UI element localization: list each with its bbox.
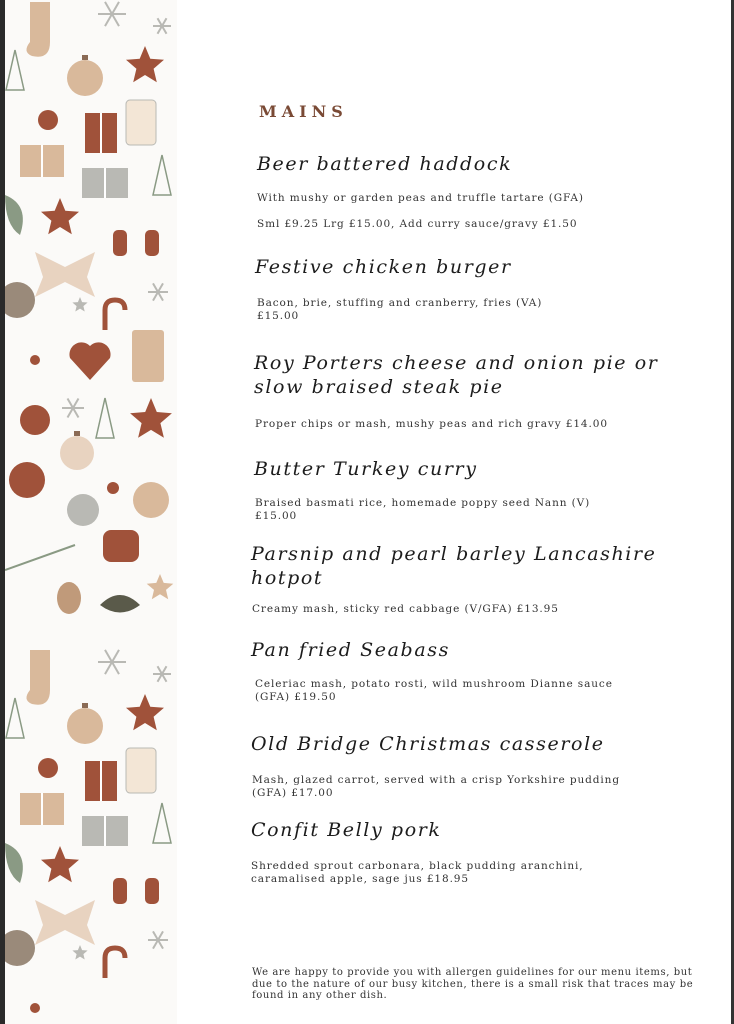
bauble-icon: [60, 436, 94, 470]
dish-name: Beer battered haddock: [257, 153, 513, 175]
dish-price: Sml £9.25 Lrg £15.00, Add curry sauce/gravy £1.50: [257, 218, 578, 230]
candle-glass-icon: [126, 100, 156, 145]
candle-glass-icon: [126, 748, 156, 793]
candy-cane-icon: [105, 300, 125, 330]
bow-icon: [35, 252, 95, 297]
orange-icon: [38, 110, 58, 130]
dish-description: Shredded sprout carbonara, black pudding aranchini,: [251, 860, 584, 872]
section-title: MAINS: [259, 102, 348, 121]
dish-name: Parsnip and pearl barley Lancashire: [251, 543, 657, 565]
star-icon: [147, 574, 174, 599]
heart-cookie-icon: [69, 342, 110, 380]
dish-description: Creamy mash, sticky red cabbage (V/GFA) £13.95: [252, 603, 559, 615]
tree-icon: [6, 698, 24, 738]
dish-price: caramalised apple, sage jus £18.95: [251, 873, 469, 885]
allergen-notice-line: found in any other dish.: [252, 990, 388, 1001]
dish-price: (GFA) £17.00: [252, 787, 334, 799]
bauble-icon: [67, 60, 103, 96]
dish-description: Mash, glazed carrot, served with a crisp Yorkshire pudding: [252, 774, 620, 786]
stocking-icon: [26, 2, 50, 57]
dish-name-line2: hotpot: [251, 567, 324, 589]
gingerbread-star-icon: [126, 46, 164, 82]
dish-name: Old Bridge Christmas casserole: [251, 733, 605, 755]
pine-branch-icon: [5, 545, 75, 570]
allergen-notice-line: due to the nature of our busy kitchen, there is a small risk that traces may be: [252, 978, 694, 990]
dish-name: Roy Porters cheese and onion pie or: [254, 352, 659, 374]
berry-icon: [107, 482, 119, 494]
festive-illustrations: [5, 0, 177, 1024]
allergen-notice-line: We are happy to provide you with allergen guidelines for our menu items, but: [252, 967, 693, 978]
holly-leaf-icon: [5, 195, 23, 235]
dish-price: (GFA) £19.50: [255, 691, 337, 703]
star-icon: [130, 398, 172, 438]
holly-leaf-icon: [100, 595, 140, 613]
dish-price: £15.00: [257, 310, 300, 322]
dish-name: Festive chicken burger: [255, 256, 512, 278]
tree-icon: [6, 50, 24, 90]
poinsettia-icon: [41, 198, 79, 234]
bauble-icon: [67, 494, 99, 526]
allergen-notice: [252, 967, 693, 1002]
bauble-icon: [67, 708, 103, 744]
tree-icon: [153, 155, 171, 195]
orange-slice-icon: [20, 405, 50, 435]
mitten-icon: [145, 878, 159, 904]
tree-icon: [153, 803, 171, 843]
bauble-icon: [5, 930, 35, 966]
holly-leaf-icon: [5, 843, 23, 883]
star-icon: [72, 945, 87, 960]
bauble-icon-cap: [74, 431, 80, 436]
stocking-icon: [26, 650, 50, 705]
dish-name: Confit Belly pork: [251, 819, 442, 841]
dish-description: Celeriac mash, potato rosti, wild mushroom Dianne sauce: [255, 678, 613, 690]
candy-cane-icon: [105, 948, 125, 978]
berry-icon: [30, 355, 40, 365]
mitten-icon: [145, 230, 159, 256]
mitten-icon: [113, 230, 127, 256]
orange-icon: [38, 758, 58, 778]
dish-description: Bacon, brie, stuffing and cranberry, fries (VA): [257, 297, 543, 309]
dish-name-line2: slow braised steak pie: [254, 376, 504, 398]
poinsettia-icon: [41, 846, 79, 882]
bauble-icon-cap: [82, 55, 88, 60]
pinecone-icon: [57, 582, 81, 614]
bow-icon: [35, 900, 95, 945]
bauble-icon-cap: [82, 703, 88, 708]
dish-description: Braised basmati rice, homemade poppy seed Nann (V): [255, 497, 591, 509]
mitten-icon: [113, 878, 127, 904]
gingerbread-star-icon: [126, 694, 164, 730]
berry-icon: [30, 1003, 40, 1013]
dish-name: Pan fried Seabass: [251, 639, 450, 661]
gingerbread-man-icon: [9, 462, 45, 498]
mug-icon: [103, 530, 139, 562]
dish-price: £15.00: [255, 510, 298, 522]
coffee-cup-icon: [132, 330, 164, 382]
bauble-icon: [5, 282, 35, 318]
dish-name: Butter Turkey curry: [254, 458, 478, 480]
bauble-icon: [133, 482, 169, 518]
star-icon: [72, 297, 87, 312]
tree-icon: [96, 398, 114, 438]
dish-description: With mushy or garden peas and truffle tartare (GFA): [257, 192, 584, 204]
festive-decoration-strip: [5, 0, 177, 1024]
dish-description: Proper chips or mash, mushy peas and rich gravy £14.00: [255, 418, 608, 430]
